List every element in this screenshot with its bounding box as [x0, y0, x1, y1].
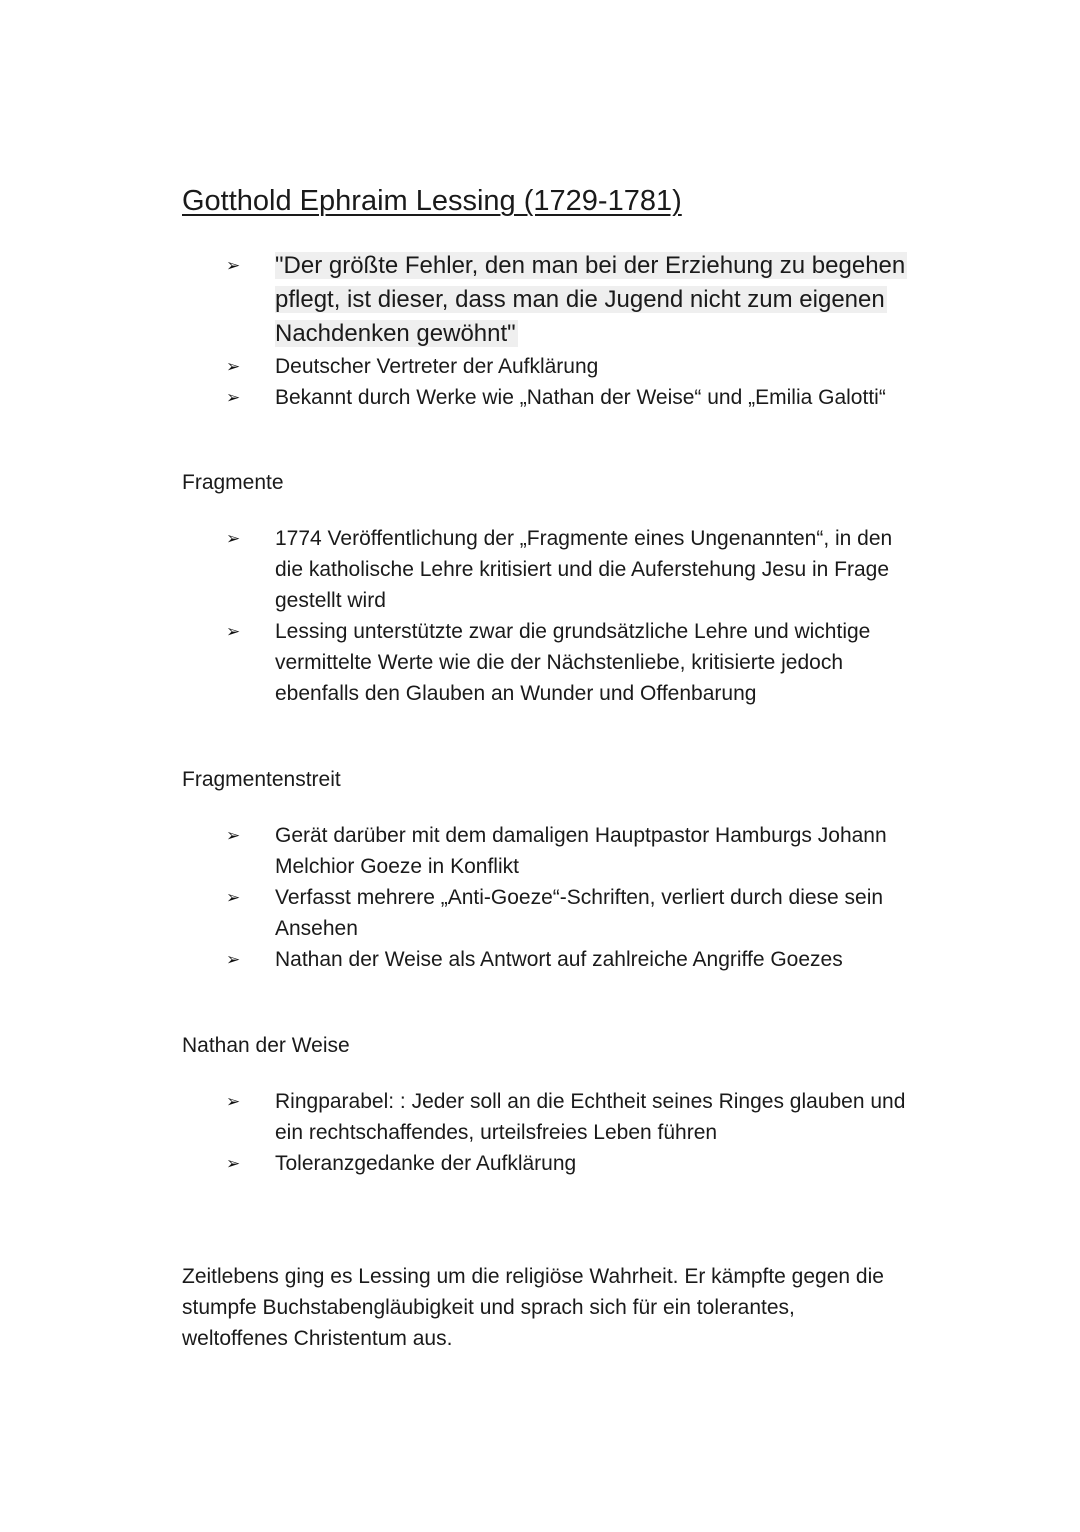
list-item-text: Ringparabel: : Jeder soll an die Echtheit seines Ringes glauben und ein rechtschaffendes, urteilsfreies Leben führen — [275, 1090, 906, 1144]
list-item — [226, 382, 916, 413]
list-item — [226, 1148, 916, 1179]
section-heading-fragmentenstreit: Fragmentenstreit — [182, 768, 341, 791]
nathan-bullet-list — [226, 1086, 916, 1179]
list-item-text: Verfasst mehrere „Anti-Goeze“-Schriften, verliert durch diese sein Ansehen — [275, 886, 884, 940]
fragmentenstreit-bullet-list — [226, 820, 916, 975]
arrow-bullet-icon: ➢ — [226, 1092, 241, 1111]
arrow-bullet-icon: ➢ — [226, 826, 241, 845]
arrow-bullet-icon: ➢ — [226, 357, 241, 376]
arrow-bullet-icon: ➢ — [226, 1154, 241, 1173]
list-item — [226, 523, 916, 616]
list-item-text: Bekannt durch Werke wie „Nathan der Weise“ und „Emilia Galotti“ — [275, 386, 886, 409]
list-item-quote — [226, 249, 916, 351]
list-item-text: Nathan der Weise als Antwort auf zahlreiche Angriffe Goezes — [275, 948, 843, 971]
conclusion-paragraph: Zeitlebens ging es Lessing um die religiöse Wahrheit. Er kämpfte gegen die stumpfe Buchstabengläubigkeit und sprach sich für ein tolerantes, weltoffenes Christentum aus. — [182, 1265, 884, 1350]
list-item — [226, 1086, 916, 1148]
list-item — [226, 616, 916, 709]
arrow-bullet-icon: ➢ — [226, 888, 241, 907]
list-item — [226, 882, 916, 944]
arrow-bullet-icon: ➢ — [226, 388, 241, 407]
section-heading-nathan-der-weise: Nathan der Weise — [182, 1034, 350, 1057]
list-item-text: Lessing unterstützte zwar die grundsätzliche Lehre und wichtige vermittelte Werte wie die der Nächstenliebe, kritisierte jedoch ebenfalls den Glauben an Wunder und Offenbarung — [275, 620, 871, 705]
list-item-text: Toleranzgedanke der Aufklärung — [275, 1152, 577, 1175]
list-item-text: Deutscher Vertreter der Aufklärung — [275, 355, 599, 378]
list-item — [226, 944, 916, 975]
list-item-text: 1774 Veröffentlichung der „Fragmente eines Ungenannten“, in den die katholische Lehre kritisiert und die Auferstehung Jesu in Frage gestellt wird — [275, 527, 893, 612]
fragmente-bullet-list — [226, 523, 916, 709]
list-item — [226, 820, 916, 882]
section-heading-fragmente: Fragmente — [182, 471, 284, 494]
arrow-bullet-icon: ➢ — [226, 622, 241, 641]
list-item — [226, 351, 916, 382]
arrow-bullet-icon: ➢ — [226, 950, 241, 969]
intro-bullet-list — [226, 249, 916, 413]
highlighted-quote: "Der größte Fehler, den man bei der Erziehung zu begehen pflegt, ist dieser, dass man die Jugend nicht zum eigenen Nachdenken gewöhnt" — [275, 252, 906, 347]
list-item-text: Gerät darüber mit dem damaligen Hauptpastor Hamburgs Johann Melchior Goeze in Konflikt — [275, 824, 887, 878]
arrow-bullet-icon: ➢ — [226, 256, 241, 275]
page-title: Gotthold Ephraim Lessing (1729-1781) — [182, 185, 682, 217]
arrow-bullet-icon: ➢ — [226, 529, 241, 548]
